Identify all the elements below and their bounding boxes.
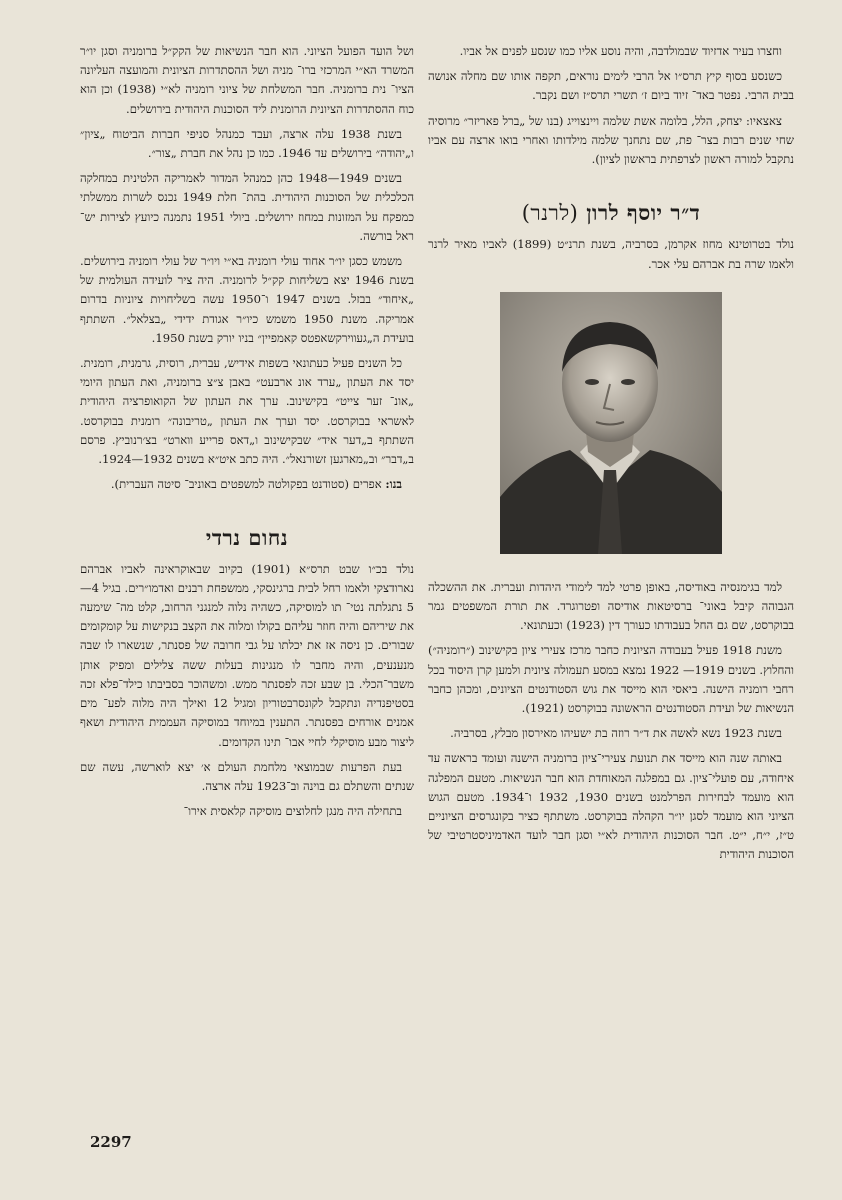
bio-heading-alt-name: (לרנר) [521, 201, 579, 226]
children-label: בנו: [385, 477, 402, 492]
paragraph: בשנת 1938 עלה ארצה, ועבד כמנהל סניפי חברות הביטוח „ציון״ ו„יהודה״ בירושלים עד 1946. כמו כן נהל את חברת „צור״. [80, 126, 414, 161]
paragraph: בשנת 1923 נשא לאשה את ד״ר רוזה בת ישעיהו מאירסון מבלץ, בסרביה. [450, 726, 782, 741]
paragraph: בעת הפרעות שבמוצאי מלחמת העולם א׳ יצא לוארשה, עשה שם שנתים והשתלם גם בוינה וב־1923 עלה ארצה. [80, 759, 414, 793]
children-text: אפרים (סטודנט בפקולטה למשפטים באוניב־ סיטה העברית). [110, 477, 382, 492]
page-number: 2297 [90, 1133, 132, 1151]
paragraph: בתחילה היה מנגן לחלוצים מוסיקה קלאסית אירו־ [183, 804, 402, 819]
portrait-photo [500, 292, 722, 554]
left-column [80, 42, 414, 827]
right-column [428, 42, 794, 871]
paragraph: למד בגימנסיה באודיסה, באופן פרטי למד לימודי היהדות ועברית. את ההשכלה הגבוהה קיבל באוני־ ברסיטאות אודיסה ופטרוגרד. את תורת המשפטים גמר בבוקרסט, שם גם החל בעבודתו כעורך דין (1923) וכעתונאי. [428, 579, 794, 633]
portrait-image [500, 292, 722, 554]
paragraph: כל השנים פעיל כעתונאי בשפות אידיש, עברית, רוסית, גרמנית, רומנית. יסד את העתון „ערד אונ ארבעט״ באבן צ״צ ברומניה, ואת העתון היומי „אונ־ זער צייט״ בקישינוב. ערך את העתון של הקואופרציה היהודית לאשראי בבוקרסט. יסד וערך את העתון „טריבונה״ רומנית בבוקרסט. השתתף ב„דער איד״ שבקישינוב ו„דאס פרייע ווארט״ בצ׳רנוביץ. פרסם ב„דבר״ וב„מארגען זשורנאל״. היה כתב איט״א בשנים 1932—1924. [80, 356, 414, 467]
bio-heading-name: ד״ר יוסף לרון [586, 200, 701, 226]
paragraph: משמש כסגן יו״ר אחוד עולי רומניה בא״י ויו״ר של עולי רומניה בירושלים. בשנת 1946 יצא בשליחות קק״ל לרומניה. היה ציר לועידה העולמית של „איחוד״ בבזל. בשנים 1947 ו־1950 עשה בשליחויות ציוניות בדרום אמריקה. משנת 1950 משמש כיו״ר אגודת ידידי „בצלאל״. השתתף בועידת ה„געווירקשאפטס קאמפיין״ בניו יורק בשנת 1950. [80, 254, 414, 345]
paragraph: נולד בכ״ו שבט תרס״א (1901) בקיוב שבאוקראינה לאביו אברהם נארודצקי ולאמו רחל לבית ברגינסקי, ממשפחת רבנים ואדמו״רים. בגיל 4—5 נתגלתה נטי־ תו למוסיקה, כשהיה נלוה למנגני הרחוב, קלט מה־ שימעה את שיריהם והיה חוזר עליהם בקולו ומלוה את הקצב בנקישות על קומקומים שבורים. כן ניסה אז את יכלתו על גבי חרובה של פסנתר, שנשארו לו שבה מנענעים, והיה מחבר לו מנגינות בעלות ששה צלילים ומפיק אותן משבר־הכלי. בן שבע זכה לפסנתר ממש. ומשהוכר בסביבתו כילד־פלא זכה בסטיפנדיה ונתקבל לקונסרבטוריון ומגיל 12 ואילך היה מלוה לפע־ מים אמנים אורחים בפסנתר. התענין במיוחד במוסיקה העממית היהודית ושאף ליצור מבע מוסיקלי לחיי אבו־ תינו הקדומים. [80, 561, 414, 749]
children-line [80, 475, 414, 494]
paragraph: בשנים 1949—1948 כהן כמנהל המדור לאמריקה הלטינית במחלקה הכלכלית של הסוכנות היהודית. בהת־ חלת 1949 נכנס לשרות ממשלתי כמפקח על המזונות במחוז ירושלים. ביולי 1951 נתמנה כיועץ לצירות יש־ ראל בורשה. [80, 171, 415, 243]
paragraph: צאצאיו: יצחק, הלל, בלומה אשת שלמה ויינצוייג (בנו של „ברל פאריזר״ מרוסיה שחי שנים רבות בצר־ פת, שם נתחנך שלמה מילדותו ואחרי בואו ארצה עם אביו נתקבל למורה ראשון לצרפתית בראשון לציון). [428, 113, 794, 167]
bio-heading-nachum-nardi: נחום נרדי [205, 525, 289, 551]
paragraph: כשנסע בסוף קיץ תרס״ו אל הרבי לימים נוראים, תקפה אותו שם מחלה אנושה בבית הרבי. נפטר באד־ זיוד ביום ז׳ תשרי תרס״ז ושם נקבר. [428, 69, 794, 103]
bio-intro: נולד בטרוטינא מחוז אקרמן, בסרביה, בשנת תרנ״ט (1899) לאביו מאיר לרנר ולאמו שרה בת אברהם עלי אכר. [428, 237, 794, 271]
paragraph: וחצרו בעיר אדזיוד שבמולדבה, והיה נוסע אליו כמו שנסע לפנים אל אביו. [459, 44, 782, 58]
paragraph: ושל הועד הפועל הציוני. הוא חבר הנשיאות של הקק״ל ברומניה וסגן יו״ר המשרד הא״י המרכזי ברו־ מניה ושל ההסתדרות הציונית והמועצה העליונה הציו־ נית ברומניה. חבר המשלחת של ציוני רומניה לא״י (1938) וכן הוא כוח ההסתדרות הציונית הרומנית ליד הסוכנות היהודית בירושלים. [80, 44, 414, 116]
bio-heading-yosef-laron [428, 200, 794, 226]
paragraph: באותה שנה הוא מייסד את תנועת צעירי־ציון ברומניה הישנה ועומד בראשה עד איחודה, עם פועלי־ציון. גם במפלגה המאוחדת הוא חבר הנשיאות. מטעם המפלגה הוא מועמד לבחירות הפרלמנט בשנים 1930, 1932 ו־1934. מטעם הגוש הציוני הוא מועמד לסגן יו״ר הקהלה בבוקרסט. משתתף כציר בקונגרסים הציוניים ט״ז, י״ח, י״ט. חבר הסוכנות היהודית לא״י וסגן חבר לועד האדמיניסטרטיבי של הסוכנות היהודית [428, 751, 794, 862]
paragraph: משנת 1918 פעיל בעבודה הציונית כחבר מרכז צעירי ציון בקישינוב (״רומניה״) והחלוץ. בשנים 1919— 1922 נמצא במסע תעמולה ציונית ולמען קרן היסוד בכל רחבי רומניה הישנה. ביאסי הוא מייסד את גוש הסטודנטים הציונים, ומכהן כחבר הנשיאות של ועידת הסטודנטים הראשונה בבוקרסט (1921). [428, 643, 795, 716]
